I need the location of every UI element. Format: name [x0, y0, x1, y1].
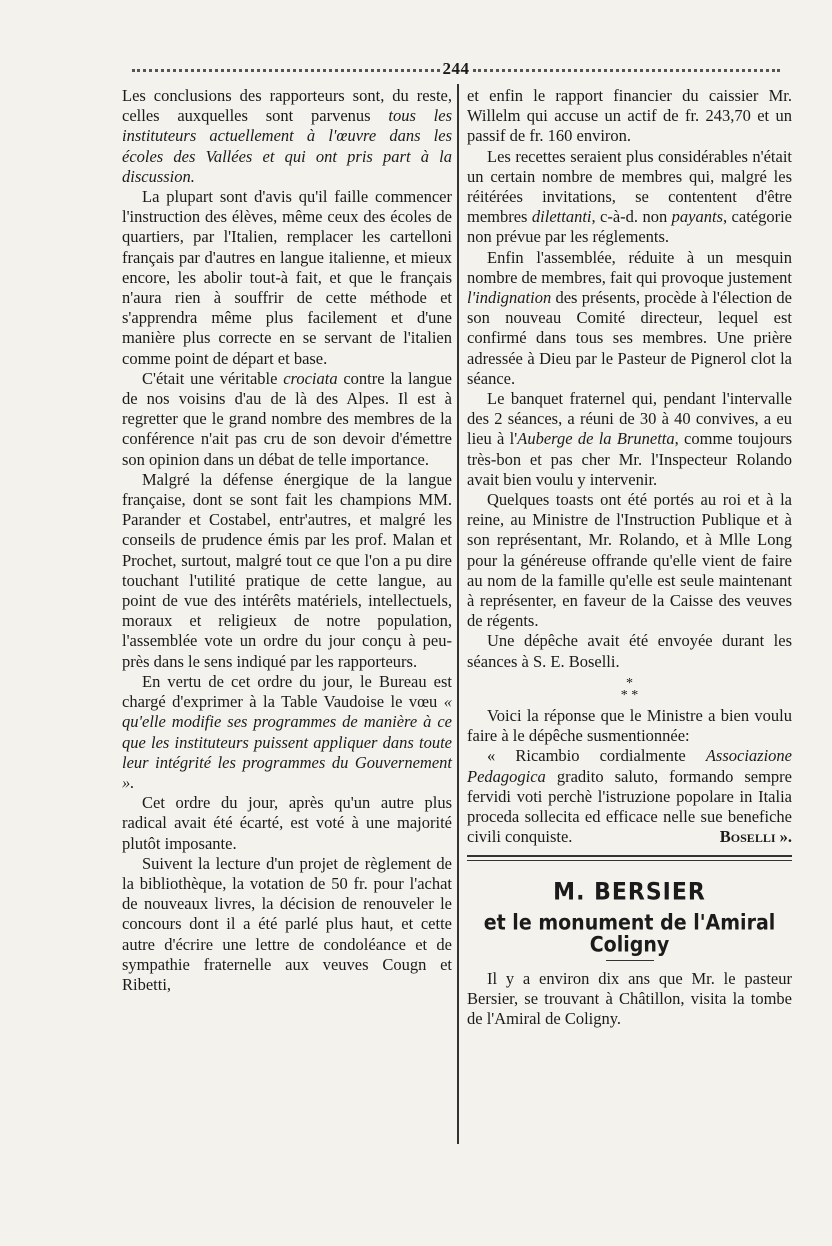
paragraph: Voici la réponse que le Ministre a bien voulu faire à le dépêche susmentionnée: [467, 705, 792, 746]
section-rule [467, 855, 792, 861]
column-divider [457, 84, 459, 1144]
paragraph: et enfin le rapport financier du caissier Mr. Willelm qui accuse un actif de fr. 243,70 et un passif de fr. 160 environ. [467, 86, 792, 146]
italic-text: crociata [283, 368, 338, 388]
italic-text: l'indignation [467, 288, 552, 308]
paragraph [122, 672, 452, 793]
text: , comme toujours très-bon et pas cher Mr. l'Inspecteur Rolando avait bien voulu y intervenir. [467, 429, 793, 489]
quoted-telegram [467, 746, 792, 847]
text: Le banquet fraternel qui, pendant l'intervalle des 2 séances, a réuni de 30 à 40 convives, a eu lieu à l' [467, 389, 792, 449]
page-header [132, 58, 780, 80]
page-number: 244 [442, 59, 470, 78]
star-line: * [626, 675, 633, 691]
italic-text: Associazione Pedagogica [467, 746, 792, 786]
article-subtitle: et le monument de l'Amiral Coligny [483, 910, 776, 957]
asterism-separator [467, 675, 792, 703]
star-line: * * [620, 687, 639, 703]
left-column [122, 86, 452, 995]
header-rule-left [132, 69, 440, 72]
right-column [467, 86, 792, 1030]
paragraph [467, 248, 792, 389]
italic-text: Auberge de la Brunetta [517, 429, 675, 449]
text: des présents, procède à l'élection de son nouveau Comité directeur, lequel est confirmé dans tous ses membres. Une prière adressée à Dieu par le Pasteur de Pignerol clot la séance. [467, 288, 792, 388]
paragraph: La plupart sont d'avis qu'il faille commencer l'instruction des élèves, même ceux des écoles de quartiers, par l'Italien, remplacer les cartelloni français par d'autres en langue italienne, et mieux encore, les abolir tout-à fait, et que le français n'aura rien à souffrir de cette méthode et s'apprendra même plus facilement et d'une manière plus correcte en se servant de l'italien comme point de départ et base. [122, 187, 452, 368]
text: C'était une véritable [142, 368, 284, 388]
text: , catégorie non prévue par les réglements. [467, 207, 793, 247]
paragraph: Cet ordre du jour, après qu'un autre plus radical avait été écarté, est voté à une majorité plutôt imposante. [122, 793, 452, 853]
text: Les conclusions des rapporteurs sont, du reste, celles auxquelles sont parvenus [122, 86, 452, 126]
article-title: M. BERSIER [553, 879, 706, 907]
paragraph [467, 389, 792, 490]
paragraph: Une dépêche avait été envoyée durant les séances à S. E. Boselli. [467, 631, 792, 671]
text: En vertu de cet ordre du jour, le Bureau est chargé d'exprimer à la Table Vaudoise le vœu [122, 671, 452, 712]
paragraph: Il y a environ dix ans que Mr. le pasteur Bersier, se trouvant à Châtillon, visita la tombe de l'Amiral de Coligny. [467, 968, 792, 1029]
header-rule-right [473, 69, 781, 72]
signature: Boselli ». [719, 827, 792, 847]
paragraph [122, 86, 452, 187]
italic-text: « qu'elle modifie ses programmes de manière à ce que les instituteurs puissent appliquer dans toute leur intégrité les programmes du Gouvernement ». [122, 692, 452, 792]
text: « Ricambio cordialmente [487, 746, 706, 766]
italic-text: dilettanti [531, 207, 592, 227]
paragraph [467, 147, 792, 248]
text: Enfin l'assemblée, réduite à un mesquin nombre de membres, fait qui provoque justement [467, 247, 792, 287]
paragraph [122, 369, 452, 470]
text: , c-à-d. non [591, 207, 672, 227]
paragraph: Quelques toasts ont été portés au roi et à la reine, au Ministre de l'Instruction Publique et à son représentant, Mr. Rolando, et à Mlle Long pour la généreuse offrande qu'elle vient de faire au nom de la famille qu'elle est seule maintenant à représenter, en faveur de la Caisse des veuves de régents. [467, 490, 792, 631]
text: Les recettes seraient plus considérables n'était un certain nombre de membres qui, malgré les réitérées invitations, se contentent d'être membres [467, 146, 792, 227]
paragraph: Malgré la défense énergique de la langue française, dont se sont fait les champions MM. Parander et Costabel, entr'autres, et malgré les conseils de prudence émis par les prof. Malan et Prochet, surtout, malgré tout ce que l'on a pu dire touchant l'utilité pratique de cette langue, au point de vue des intérêts matériels, intellectuels, moraux et religieux de notre population, l'assemblée vote un ordre du jour conçu à peu-près dans le sens indiqué par les rapporteurs. [122, 469, 452, 671]
italic-text: tous les instituteurs actuellement à l'œuvre dans les écoles des Vallées et qui ont pris part à la discussion. [122, 106, 452, 186]
text: contre la langue de nos voisins d'au de là des Alpes. Il est à regretter que le grand nombre des membres de la conférence n'ait pas cru de son devoir d'émettre son opinion dans un débat de telle importance. [122, 368, 452, 469]
text: gradito saluto, formando sempre fervidi voti perchè l'istruzione popolare in Italia proceda sollecita ed efficace nelle sue benefiche civili conquiste. [467, 766, 792, 847]
italic-text: payants [671, 207, 723, 227]
title-rule [606, 960, 654, 961]
paragraph: Suivent la lecture d'un projet de règlement de la bibliothèque, la votation de 50 fr. pour l'achat de nouveaux livres, la décision de renouveler le concours dont il a été parlé plus haut, et cette autre d'écrire une lettre de condoléance et de sympathie fraternelle aux veuves Cougn et Ribetti, [122, 853, 452, 994]
